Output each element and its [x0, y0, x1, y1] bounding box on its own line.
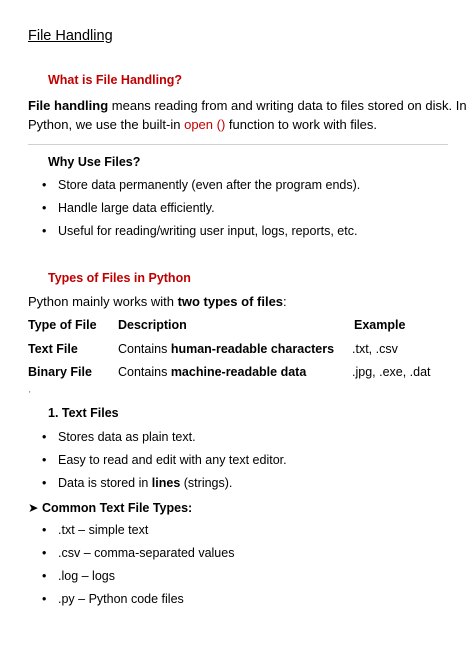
bold-file-handling: File handling: [28, 98, 109, 113]
list-item-text: Useful for reading/writing user input, logs, reports, etc.: [58, 224, 358, 238]
intro-paragraph: [28, 96, 467, 134]
types-lead-text: [28, 292, 287, 311]
bullet-icon: •: [42, 201, 47, 215]
table-cell-description: [118, 342, 334, 356]
desc-text: Contains: [118, 342, 171, 356]
heading-what-is-file-handling: What is File Handling?: [48, 73, 183, 87]
bullet-icon: •: [42, 178, 47, 192]
list-item: [42, 523, 148, 537]
types-lead-bold: two types of files: [177, 294, 284, 309]
desc-bold: human-readable characters: [170, 342, 335, 356]
list-item: [42, 569, 115, 583]
table-cell-type: Binary File: [28, 365, 92, 379]
intro-text-2a: Python, we use the built-in: [28, 117, 185, 132]
list-item-text: (strings).: [180, 476, 233, 490]
list-item-text: Stores data as plain text.: [58, 430, 196, 444]
bullet-icon: •: [42, 453, 47, 467]
types-lead-a: Python mainly works with: [28, 294, 178, 309]
intro-line-2: [28, 115, 467, 134]
bullet-icon: •: [42, 224, 47, 238]
list-item: [42, 201, 215, 215]
list-item-text: .py – Python code files: [58, 592, 184, 606]
bullet-icon: •: [42, 476, 47, 490]
list-item-text: Store data permanently (even after the program ends).: [58, 178, 361, 192]
list-item: [42, 430, 196, 444]
intro-text-1: means reading from and writing data to files stored on disk. In: [108, 98, 467, 113]
table-header-type: Type of File: [28, 318, 97, 332]
intro-text-2b: function to work with files.: [225, 117, 378, 132]
list-item: [42, 592, 184, 606]
bold-lines: lines: [151, 476, 181, 490]
list-item-text: Easy to read and edit with any text editor.: [58, 453, 287, 467]
list-item-text: .csv – comma-separated values: [58, 546, 235, 560]
intro-line-1: [28, 96, 467, 115]
list-item-text: Handle large data efficiently.: [58, 201, 215, 215]
list-item: [42, 546, 234, 560]
list-item-text: .txt – simple text: [58, 523, 149, 537]
table-cell-description: [118, 365, 306, 379]
table-header-example: Example: [354, 318, 406, 332]
bullet-icon: •: [42, 430, 47, 444]
list-item: [42, 178, 360, 192]
bullet-icon: •: [42, 569, 47, 583]
desc-text: Contains: [118, 365, 171, 379]
stray-mark: ': [29, 390, 31, 399]
table-cell-example: .jpg, .exe, .dat: [352, 365, 431, 379]
table-cell-example: .txt, .csv: [352, 342, 398, 356]
table-cell-type: Text File: [28, 342, 78, 356]
open-function-text: open (): [184, 117, 226, 132]
page-title: File Handling: [28, 28, 113, 44]
heading-why-use-files: Why Use Files?: [48, 155, 141, 169]
heading-types-of-files: Types of Files in Python: [48, 271, 191, 285]
bullet-icon: •: [42, 592, 47, 606]
heading-common-text-file-types: ➤ Common Text File Types:: [28, 501, 193, 515]
types-lead-b: :: [283, 294, 287, 309]
bullet-icon: •: [42, 546, 47, 560]
section-divider: [28, 144, 448, 145]
list-item: [42, 453, 287, 467]
table-header-description: Description: [118, 318, 187, 332]
desc-bold: machine-readable data: [170, 365, 307, 379]
bullet-icon: •: [42, 523, 47, 537]
list-item: [42, 476, 232, 490]
heading-text-files: 1. Text Files: [48, 406, 119, 420]
list-item: [42, 224, 357, 238]
list-item-text: Data is stored in: [58, 476, 152, 490]
list-item-text: .log – logs: [58, 569, 115, 583]
